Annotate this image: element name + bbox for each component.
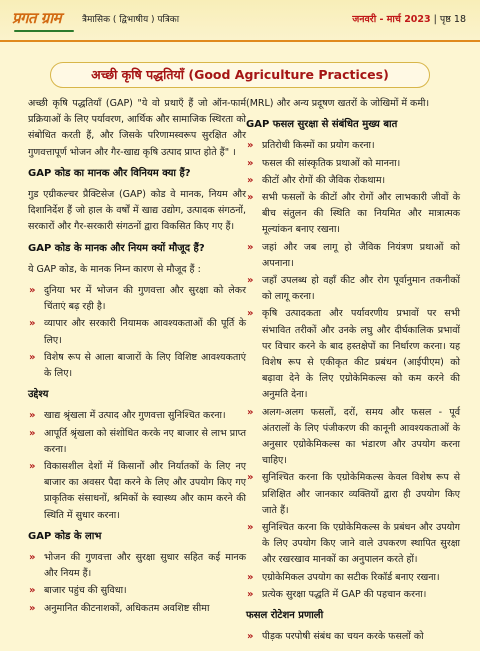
bullet-icon: » (247, 522, 254, 534)
bullet-icon: » (29, 351, 36, 363)
section-heading: GAP फसल सुरक्षा से संबंधित मुख्य बात (246, 119, 398, 131)
bullet-icon: » (247, 631, 254, 643)
list-item: » व्यापार और सरकारी नियामक आवश्यकताओं की पूर्ति के लिए। (29, 318, 246, 346)
bullet-icon: » (247, 157, 254, 169)
bullet-list (28, 550, 246, 617)
list-item: » कीटों और रोगों की जैविक रोकथाम। (246, 173, 460, 189)
bullet-list (246, 138, 460, 603)
bullet-icon: » (247, 140, 254, 152)
bullet-icon: » (247, 241, 254, 253)
list-item: » अनुमानित कीटनाशकों, अधिकतम अवशिष्ट सीमा (28, 601, 246, 617)
bullet-icon: » (247, 308, 254, 320)
list-item: » कृषि उत्पादकता और पर्यावरणीय प्रभावों पर सभी संभावित तरीकों और उनके लघु और दीर्घकालिक प्रभावों पर विचार करने के बाद हस्तक्षेपों का निर्धारण करना। यह विशेष रूप से एकीकृत कीट प्रबंधन (आईपीएम) को बढ़ावा देने के लिए एग्रोकेमिकल्स को कम करने की अनुमति देना। (247, 308, 460, 401)
article-title: अच्छी कृषि पद्धतियाँ (Good Agriculture Practices) (50, 62, 430, 88)
list-item: » फसल की सांस्कृतिक प्रथाओं को मानना। (246, 156, 460, 172)
left-column (28, 96, 246, 622)
list-item: » प्रत्येक सुरक्षा पद्धति में GAP की पहचान करना। (246, 587, 460, 603)
list-item: » विशेष रूप से आला बाजारों के लिए विशिष्ट आवश्यकताएं के लिए। (29, 351, 246, 380)
section-heading: GAP कोड के मानक और नियम क्यों मौजूद हैं? (28, 242, 205, 254)
bullet-icon: » (29, 602, 36, 614)
list-item: » जहां और जब लागू हो जैविक नियंत्रण प्रथाओं को अपनाना। (247, 241, 460, 269)
list-item: » आपूर्ति श्रृंखला को संशोधित करके नए बाजार से लाभ प्राप्त करना। (29, 427, 246, 455)
bullet-icon: » (29, 461, 36, 473)
section-heading: उद्देश्य (28, 389, 49, 401)
bullet-icon: » (29, 585, 36, 597)
bullet-icon: » (247, 275, 254, 287)
section-heading: GAP कोड का मानक और विनियम क्या हैं? (28, 167, 191, 179)
intro-paragraph: अच्छी कृषि पद्धतियाँ (GAP) "ये वो प्रथाएँ हैं जो ऑन-फार्म प्रक्रियाओं के लिए पर्यावरण, आर्थिक और सामाजिक स्थिरता को संबोधित करती हैं, और जिसके परिणामस्वरूप सुरक्षित और गुणवत्तापूर्ण भोजन और गैर-खाद्य कृषि उत्पाद प्राप्त होते हैं" । (28, 98, 246, 158)
issue-date (352, 12, 466, 25)
issue-months: जनवरी - मार्च 2023 (352, 14, 431, 25)
paragraph: ये GAP कोड, के मानक निम्न कारण से मौजूद हैं : (28, 263, 201, 275)
list-item: » विकासशील देशों में किसानों और निर्यातकों के लिए नए बाजार का अवसर पैदा करने के लिए और उपयोग किए गए प्राकृतिक संसाधनों, श्रमिकों के स्वास्थ्य और काम करने की स्थिति में सुधार करना। (29, 461, 246, 521)
bullet-icon: » (247, 571, 254, 583)
bullet-icon: » (247, 472, 254, 484)
section-heading: फसल रोटेशन प्रणाली (246, 610, 324, 622)
bullet-icon: » (247, 406, 254, 418)
list-item: » पीड़क परपोषी संबंध का चयन करके फसलों को (246, 629, 460, 645)
list-item: » सुनिश्चित करना कि एग्रोकेमिकल्स केवल विशेष रूप से प्रशिक्षित और जानकार व्यक्तियों द्वारा ही उपयोग किए जाते हैं। (247, 472, 460, 516)
list-item: » बाजार पहुंच की सुविधा। (28, 583, 246, 599)
list-item: » सभी फसलों के कीटों और रोगों और लाभकारी जीवों के बीच संतुलन की स्थिति का नियमित और मात्रात्मक मूल्यांकन बनाए रखना। (247, 192, 460, 236)
list-item: » सुनिश्चित करना कि एग्रोकेमिकल्स के प्रबंधन और उपयोग के लिए उपयोग किए जाने वाले उपकरण स्थापित सुरक्षा और रखरखाव मानकों का अनुपालन करते हों। (247, 522, 460, 566)
list-item: » प्रतिरोधी किस्मों का प्रयोग करना। (246, 138, 460, 154)
bullet-list (246, 629, 460, 645)
bullet-icon: » (247, 192, 254, 204)
bullet-icon: » (29, 318, 36, 330)
bullet-icon: » (29, 552, 36, 564)
list-item: » खाद्य श्रृंखला में उत्पाद और गुणवत्ता सुनिश्चित करना। (28, 408, 246, 424)
bullet-icon: » (247, 588, 254, 600)
right-column (246, 96, 460, 651)
bullet-icon: » (247, 174, 254, 186)
magazine-descriptor: त्रैमासिक ( द्विभाषीय ) पत्रिका (82, 15, 180, 25)
list-item: » दुनिया भर में भोजन की गुणवत्ता और सुरक्षा को लेकर चिंताएं बढ़ रही है। (29, 285, 246, 313)
paragraph: गुड एग्रीकल्चर प्रैक्टिसेज (GAP) कोड वे मानक, नियम और दिशानिर्देश हैं जो हाल के वर्षों में खाद्य उद्योग, उत्पादक संगठनों, सरकारों और गैर-सरकारी संगठनों द्वारा विकसित किए गए हैं। (28, 189, 246, 233)
bullet-icon: » (29, 285, 36, 297)
bullet-icon: » (29, 427, 36, 439)
paragraph: (MRL) और अन्य प्रदूषण खतरों के जोखिमों में कमी। (246, 98, 430, 109)
list-item: » एग्रोकेमिकल उपयोग का सटीक रिकॉर्ड बनाए रखना। (246, 570, 460, 586)
list-item: » भोजन की गुणवत्ता और सुरक्षा सुधार सहित कई मानक और नियम हैं। (29, 552, 246, 580)
section-heading: GAP कोड के लाभ (28, 530, 102, 542)
magazine-logo: प्रगत ग्राम (12, 6, 76, 32)
page-number: | पृष्ठ 18 (433, 14, 466, 25)
bullet-list (28, 283, 246, 382)
page-header (0, 0, 480, 42)
bullet-icon: » (29, 410, 36, 422)
list-item: » अलग-अलग फसलों, दरों, समय और फसल - पूर्व अंतरालों के लिए पंजीकरण की कानूनी आवश्यकताओं के अनुसार एग्रोकेमिकल्स का भंडारण और उपयोग करना चाहिए। (247, 406, 460, 467)
bullet-list (28, 408, 246, 523)
list-item: » जहाँ उपलब्ध हो वहाँ कीट और रोग पूर्वानुमान तकनीकों को लागू करना। (247, 275, 460, 303)
